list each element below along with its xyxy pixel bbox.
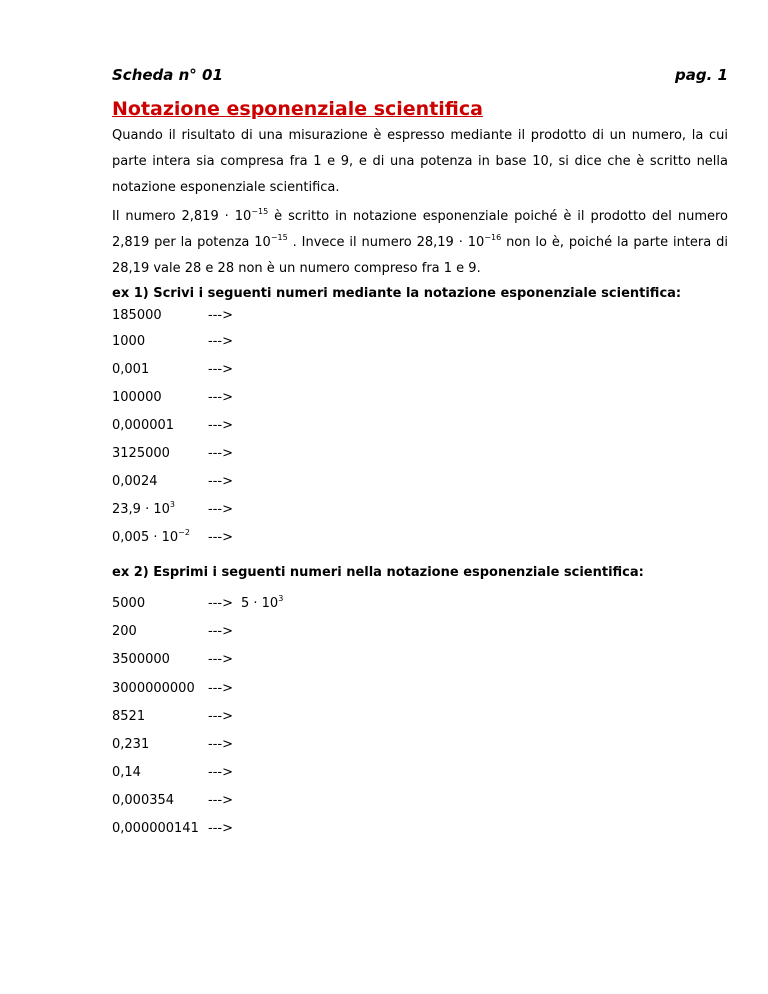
ex2-row — [112, 651, 233, 669]
ex1-row — [112, 333, 233, 351]
ex2-row — [112, 764, 233, 782]
example-exponent-2: −15 — [270, 233, 288, 242]
ex2-row — [112, 595, 283, 613]
ex2-value: 3000000000 — [112, 681, 195, 696]
ex1-value — [112, 529, 208, 547]
arrow: ---> — [208, 737, 233, 752]
ex2-row — [112, 708, 233, 726]
example-text-1: Il numero 2,819 · 10 — [112, 209, 252, 224]
arrow: ---> — [208, 502, 233, 517]
arrow: ---> — [208, 390, 233, 405]
arrow: ---> — [208, 362, 233, 377]
arrow: ---> — [208, 652, 233, 667]
ex2-answer — [241, 595, 283, 613]
ex1-value: 185000 — [112, 308, 162, 323]
ex1-value-base: 0,005 · 10 — [112, 530, 179, 545]
ex2-heading: ex 2) Esprimi i seguenti numeri nella notazione esponenziale scientifica: — [112, 565, 644, 580]
ex2-value: 0,000354 — [112, 793, 175, 808]
ex1-value-exponent: 3 — [169, 500, 175, 509]
ex1-value: 1000 — [112, 334, 146, 349]
example-exponent-3: −16 — [484, 233, 502, 242]
arrow: ---> — [208, 821, 233, 836]
ex2-row — [112, 680, 233, 698]
arrow: ---> — [208, 765, 233, 780]
ex2-row — [112, 736, 233, 754]
arrow: ---> — [208, 681, 233, 696]
ex1-row — [112, 389, 233, 407]
ex2-row — [112, 820, 233, 838]
ex1-row — [112, 361, 233, 379]
arrow: ---> — [208, 596, 233, 611]
ex2-answer-exponent: 3 — [278, 594, 284, 603]
ex1-value — [112, 501, 208, 519]
arrow: ---> — [208, 793, 233, 808]
arrow: ---> — [208, 474, 233, 489]
ex1-value: 100000 — [112, 390, 162, 405]
ex1-row — [112, 307, 233, 325]
ex1-heading: ex 1) Scrivi i seguenti numeri mediante la notazione esponenziale scientifica: — [112, 286, 682, 301]
example-exponent-1: −15 — [251, 207, 269, 216]
ex1-value-base: 23,9 · 10 — [112, 502, 170, 517]
ex1-value: 0,001 — [112, 362, 150, 377]
ex2-value: 8521 — [112, 709, 146, 724]
intro-paragraph: Quando il risultato di una misurazione è espresso mediante il prodotto di un numero, la cui parte intera sia compresa fra 1 e 9, e di una potenza in base 10, si dice che è scritto nella notazione esponenziale scientifica. — [112, 128, 728, 195]
ex2-value: 3500000 — [112, 652, 170, 667]
ex1-row — [112, 417, 233, 435]
ex1-value-exponent: −2 — [178, 528, 190, 537]
ex1-value: 3125000 — [112, 446, 170, 461]
ex2-value: 0,14 — [112, 765, 141, 780]
ex1-row — [112, 473, 233, 491]
page-title: Notazione esponenziale scientifica — [112, 98, 483, 120]
arrow: ---> — [208, 624, 233, 639]
arrow: ---> — [208, 530, 233, 545]
arrow: ---> — [208, 446, 233, 461]
example-paragraph — [112, 204, 728, 282]
arrow: ---> — [208, 709, 233, 724]
ex2-row — [112, 623, 233, 641]
arrow: ---> — [208, 308, 233, 323]
ex1-value: 0,000001 — [112, 418, 175, 433]
ex2-value: 0,231 — [112, 737, 150, 752]
page-number: pag. 1 — [675, 66, 728, 84]
ex2-value: 5000 — [112, 596, 146, 611]
ex2-answer-base: 5 · 10 — [240, 596, 279, 611]
ex1-row — [112, 501, 233, 519]
example-text-2: è scritto in notazione esponenziale poiché è il prodotto del numero 2,819 per la potenza 10 — [112, 209, 728, 250]
page-header — [112, 66, 728, 84]
ex1-value: 0,0024 — [112, 474, 158, 489]
example-text-4: non lo è, poiché la parte intera di 28,19 vale 28 e 28 non è un numero compreso fra 1 e 9. — [112, 235, 728, 276]
arrow: ---> — [208, 334, 233, 349]
ex1-row — [112, 529, 233, 547]
example-text-3: . Invece il numero 28,19 · 10 — [287, 235, 485, 250]
ex2-row — [112, 792, 233, 810]
ex2-value: 200 — [112, 624, 137, 639]
ex2-value: 0,000000141 — [112, 821, 199, 836]
ex1-row — [112, 445, 233, 463]
sheet-number: Scheda n° 01 — [112, 66, 223, 84]
arrow: ---> — [208, 418, 233, 433]
